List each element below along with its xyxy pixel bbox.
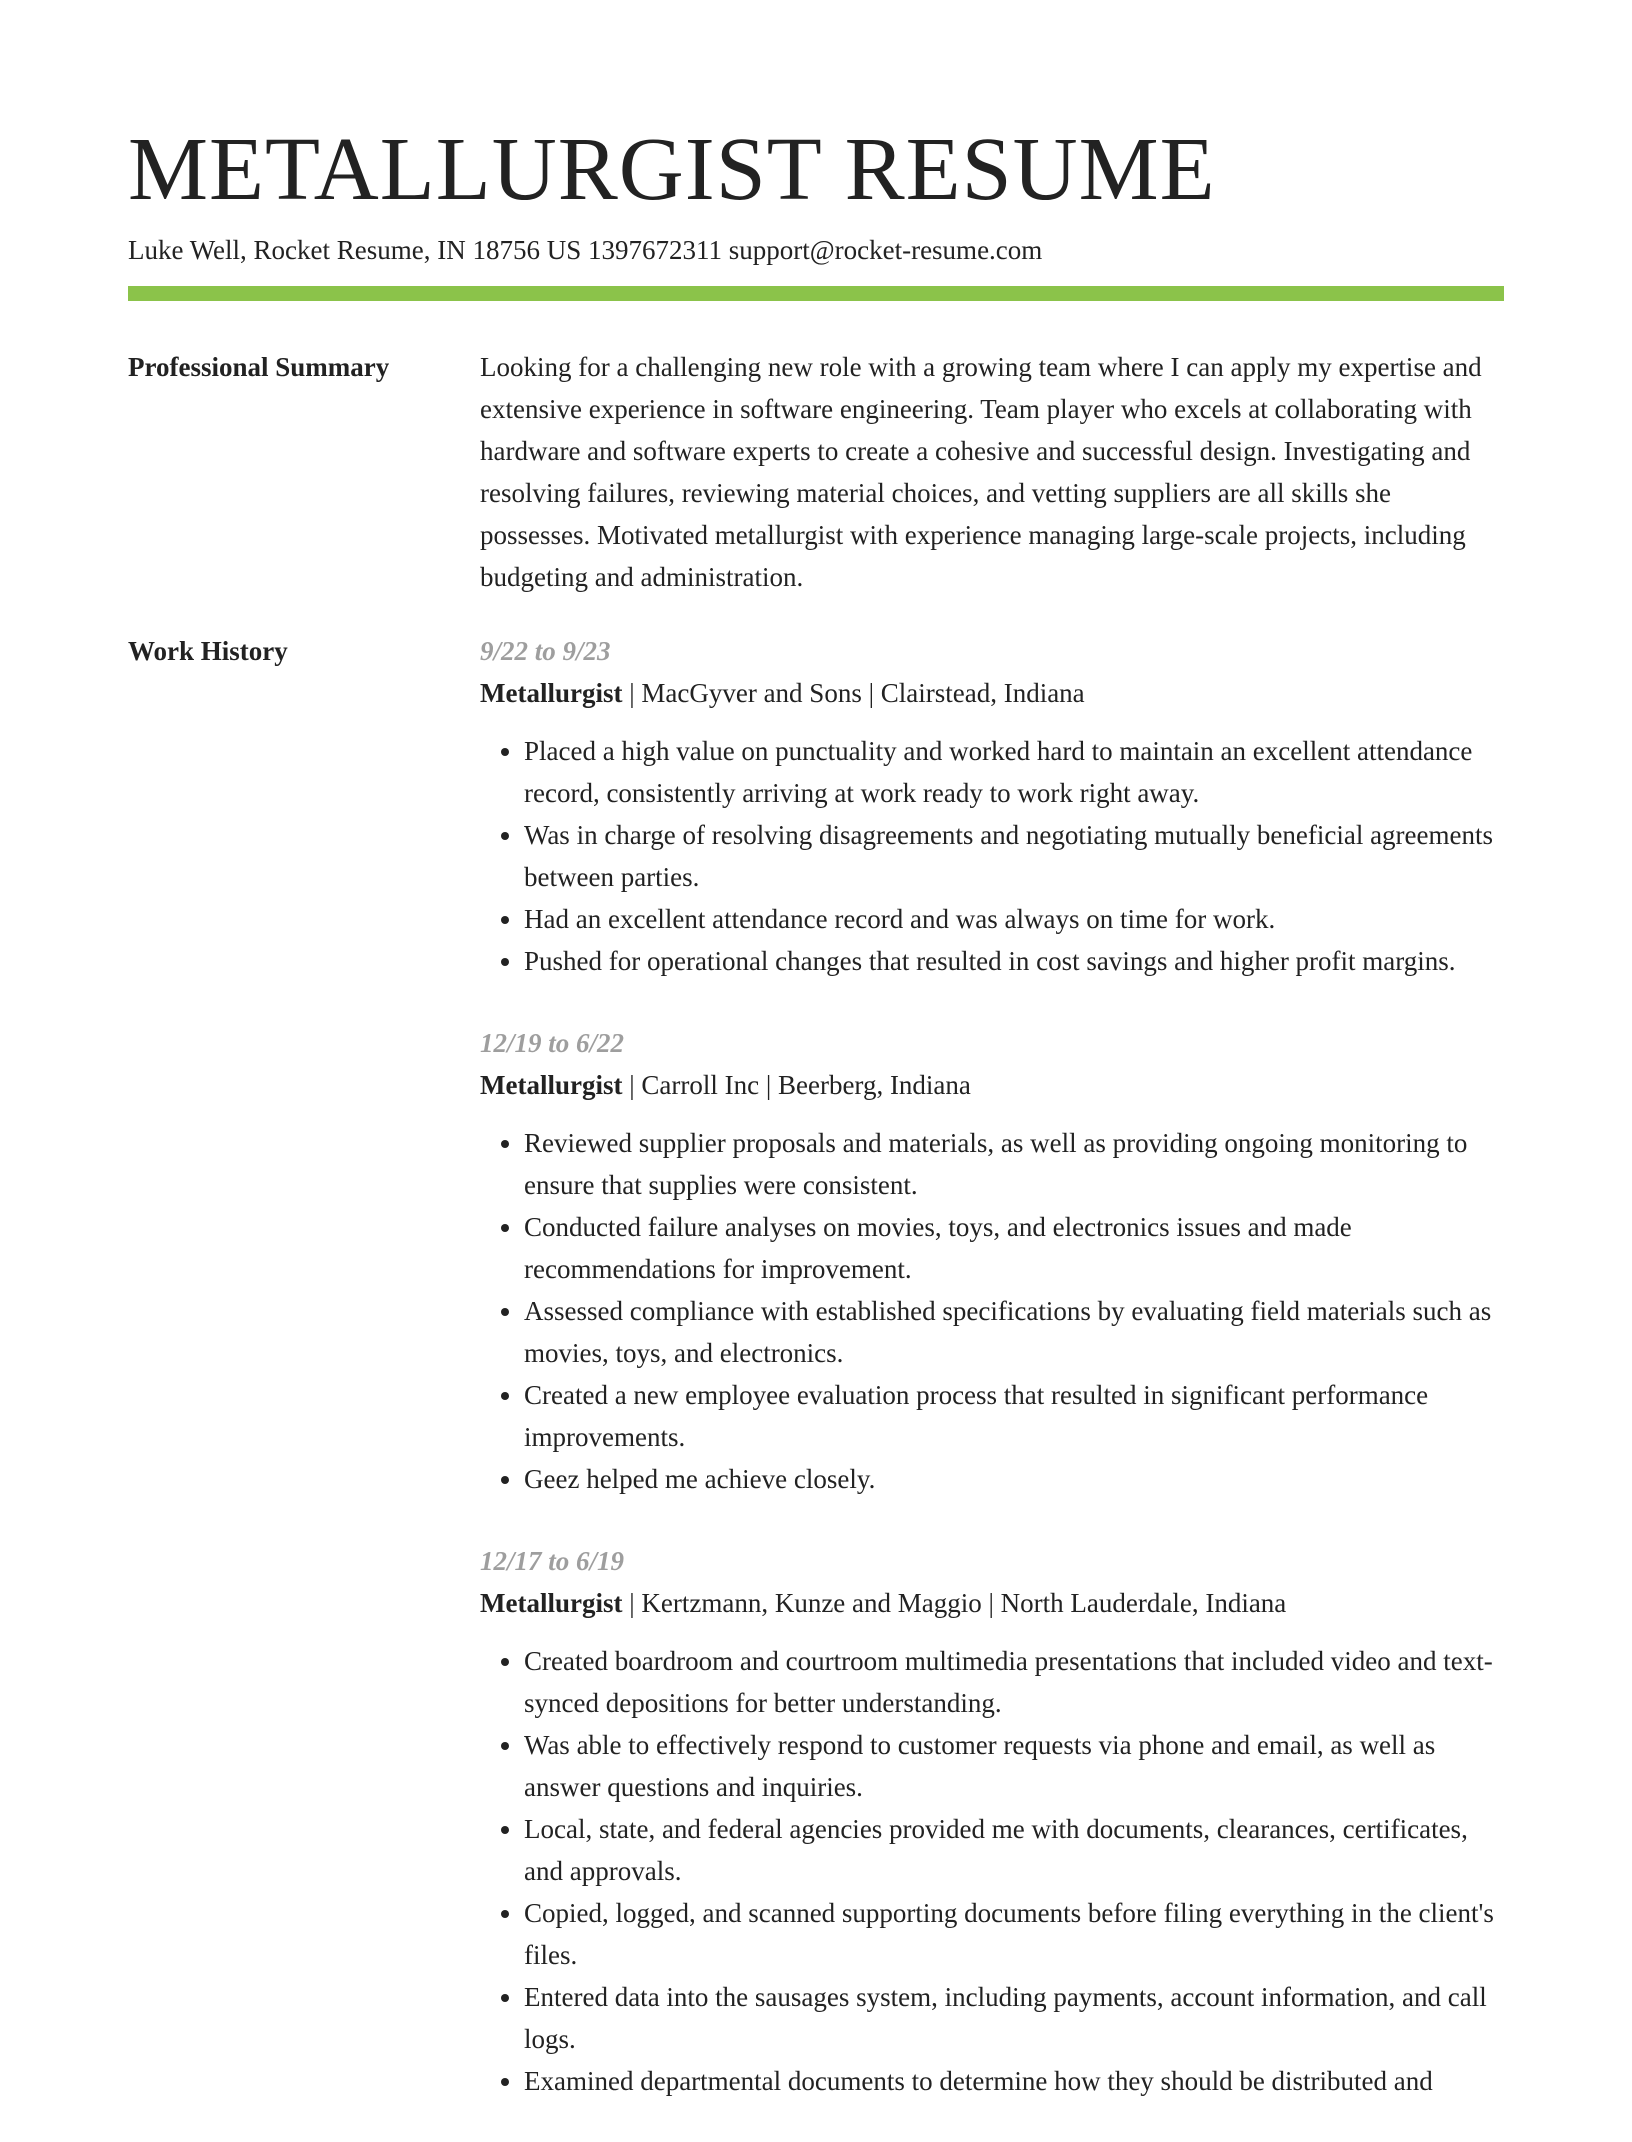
job-bullet: • Copied, logged, and scanned supporting documents before filing everything in the client's files. [524,1892,1504,1976]
summary-body [480,346,1504,598]
job-bullet: • Local, state, and federal agencies provided me with documents, clearances, certificates, and approvals. [524,1808,1504,1892]
job-bullet: • Had an excellent attendance record and was always on time for work. [524,898,1504,940]
job-bullet: • Was in charge of resolving disagreements and negotiating mutually beneficial agreements between parties. [524,814,1504,898]
job-dates: 12/17 to 6/19 [480,1546,625,1576]
job-bullet-list [480,1122,1504,1500]
header-divider [128,286,1504,301]
job-bullet: • Geez helped me achieve closely. [524,1458,1504,1500]
job-title: Metallurgist [480,1070,623,1100]
job-dates: 9/22 to 9/23 [480,636,611,666]
job-heading [480,1582,1504,1624]
job-details: | Carroll Inc | Beerberg, Indiana [622,1070,971,1100]
job-dates: 12/19 to 6/22 [480,1028,625,1058]
section-label-summary: Professional Summary [128,352,390,382]
work-history-body [480,630,1504,2142]
section-label-work-history: Work History [128,636,288,666]
job-details: | Kertzmann, Kunze and Maggio | North Lauderdale, Indiana [622,1588,1287,1618]
job-bullet: • Was able to effectively respond to customer requests via phone and email, as well as answer questions and inquiries. [524,1724,1504,1808]
job-heading [480,1064,1504,1106]
job-bullet: • Created a new employee evaluation process that resulted in significant performance improvements. [524,1374,1504,1458]
job-bullet-list [480,730,1504,982]
job-entry [480,630,1504,982]
job-bullet: • Created boardroom and courtroom multimedia presentations that included video and text-synced depositions for better understanding. [524,1640,1504,1724]
summary-text: Looking for a challenging new role with a growing team where I can apply my expertise and extensive experience in software engineering. Team player who excels at collaborating with hardware and software experts to create a cohesive and successful design. Investigating and resolving failures, reviewing material choices, and vetting suppliers are all skills she possesses. Motivated metallurgist with experience managing large-scale projects, including budgeting and administration. [480,352,1482,592]
job-details: | MacGyver and Sons | Clairstead, Indiana [622,678,1085,708]
job-bullet: • Pushed for operational changes that resulted in cost savings and higher profit margins. [524,940,1504,982]
job-heading [480,672,1504,714]
job-title: Metallurgist [480,678,623,708]
resume-title: METALLURGIST RESUME [128,120,1216,219]
job-title: Metallurgist [480,1588,623,1618]
job-bullet: • Assessed compliance with established specifications by evaluating field materials such as movies, toys, and electronics. [524,1290,1504,1374]
job-entry [480,1540,1504,2102]
job-bullet: • Conducted failure analyses on movies, toys, and electronics issues and made recommendations for improvement. [524,1206,1504,1290]
job-entry [480,1022,1504,1500]
job-bullet: • Examined departmental documents to determine how they should be distributed and [524,2060,1504,2102]
job-bullet: • Placed a high value on punctuality and worked hard to maintain an excellent attendance record, consistently arriving at work ready to work right away. [524,730,1504,814]
job-bullet: • Reviewed supplier proposals and materials, as well as providing ongoing monitoring to ensure that supplies were consistent. [524,1122,1504,1206]
job-bullet: • Entered data into the sausages system, including payments, account information, and call logs. [524,1976,1504,2060]
contact-line: Luke Well, Rocket Resume, IN 18756 US 1397672311 support@rocket-resume.com [128,235,1043,265]
job-bullet-list [480,1640,1504,2102]
